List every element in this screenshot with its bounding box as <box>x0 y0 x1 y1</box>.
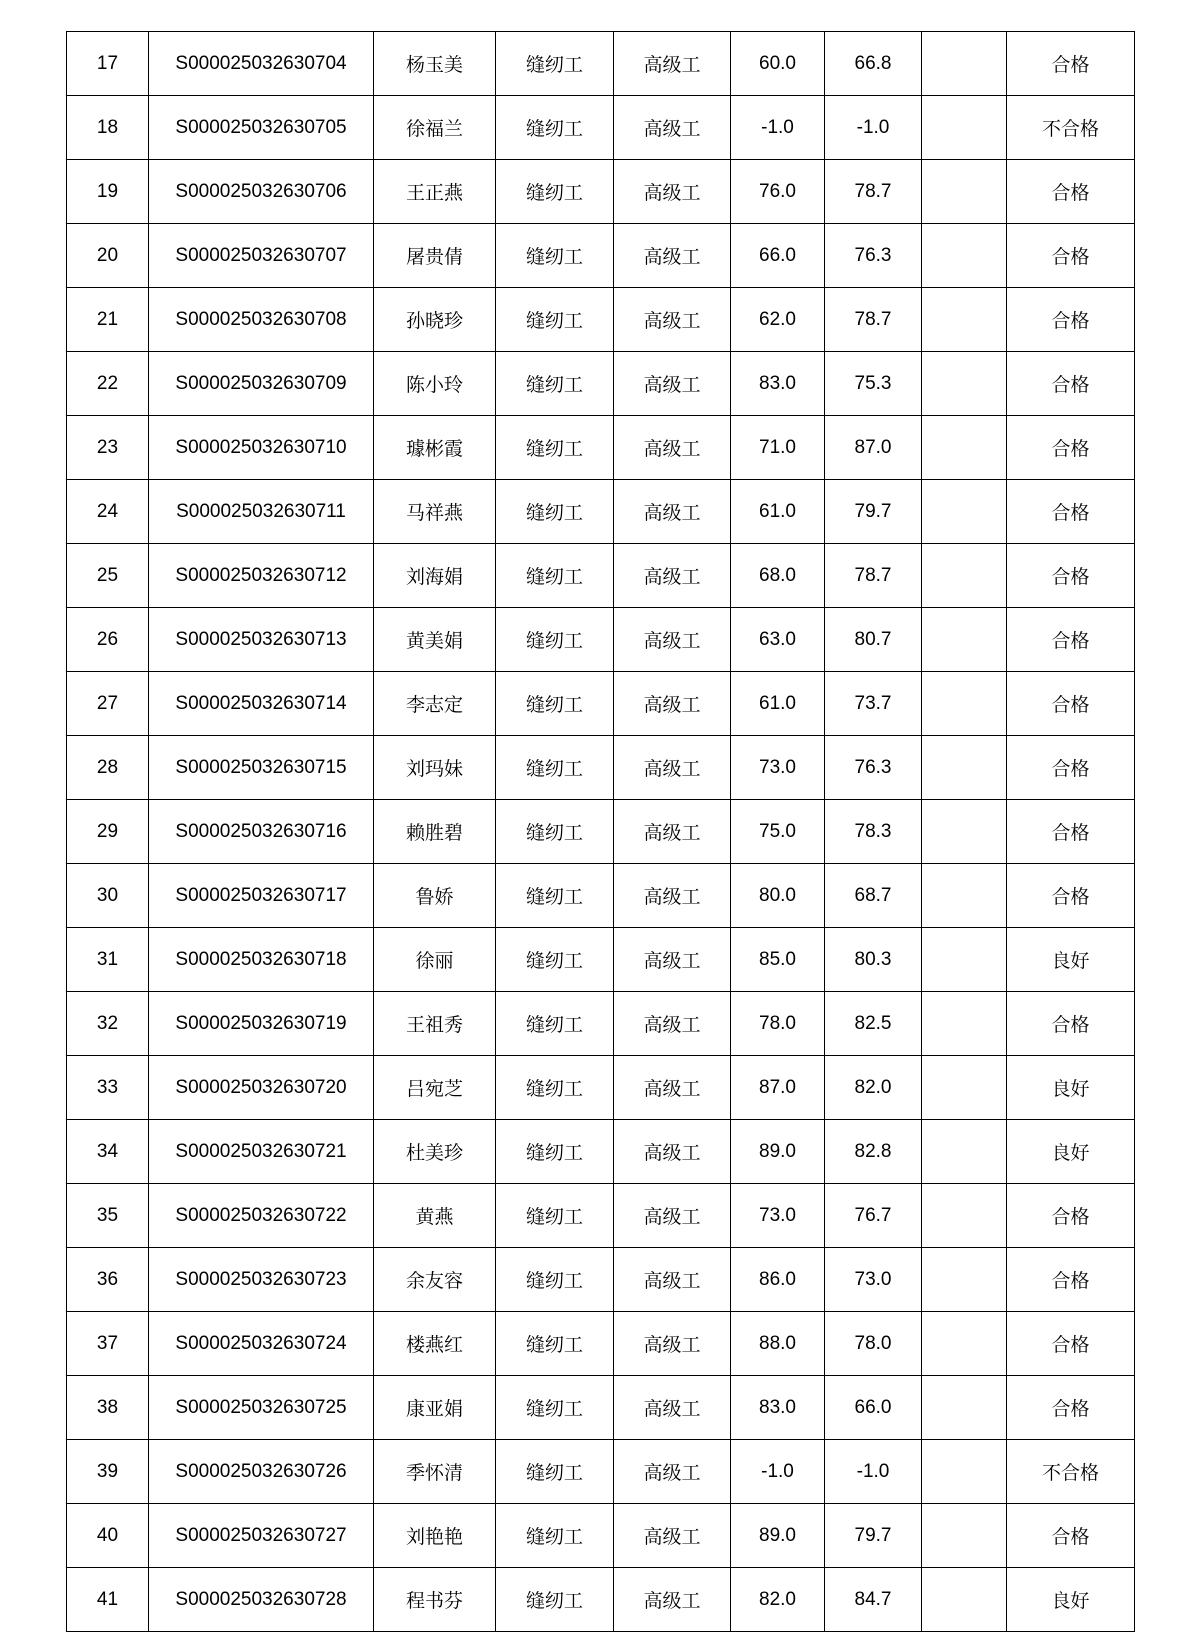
cell-name: 屠贵倩 <box>374 224 496 288</box>
cell-seq-no: 35 <box>67 1184 149 1248</box>
cell-level: 高级工 <box>614 1504 731 1568</box>
cell-name: 璩彬霞 <box>374 416 496 480</box>
cell-candidate-id: S000025032630714 <box>149 672 374 736</box>
cell-empty <box>922 1248 1007 1312</box>
cell-result: 合格 <box>1007 672 1135 736</box>
cell-practice-score: 79.7 <box>825 480 922 544</box>
cell-practice-score: 78.7 <box>825 544 922 608</box>
cell-practice-score: 82.5 <box>825 992 922 1056</box>
table-row <box>67 1312 1135 1376</box>
cell-empty <box>922 416 1007 480</box>
cell-candidate-id: S000025032630704 <box>149 32 374 96</box>
cell-name: 杜美珍 <box>374 1120 496 1184</box>
cell-occupation: 缝纫工 <box>496 1504 614 1568</box>
cell-practice-score: 78.7 <box>825 288 922 352</box>
cell-seq-no: 38 <box>67 1376 149 1440</box>
cell-seq-no: 18 <box>67 96 149 160</box>
cell-candidate-id: S000025032630726 <box>149 1440 374 1504</box>
cell-level: 高级工 <box>614 224 731 288</box>
cell-seq-no: 20 <box>67 224 149 288</box>
cell-seq-no: 27 <box>67 672 149 736</box>
cell-seq-no: 36 <box>67 1248 149 1312</box>
cell-name: 杨玉美 <box>374 32 496 96</box>
cell-level: 高级工 <box>614 288 731 352</box>
cell-empty <box>922 928 1007 992</box>
cell-occupation: 缝纫工 <box>496 1120 614 1184</box>
cell-candidate-id: S000025032630715 <box>149 736 374 800</box>
cell-level: 高级工 <box>614 608 731 672</box>
cell-level: 高级工 <box>614 928 731 992</box>
cell-occupation: 缝纫工 <box>496 352 614 416</box>
table-row <box>67 416 1135 480</box>
cell-seq-no: 28 <box>67 736 149 800</box>
cell-practice-score: 76.3 <box>825 736 922 800</box>
cell-name: 李志定 <box>374 672 496 736</box>
cell-result: 合格 <box>1007 416 1135 480</box>
cell-candidate-id: S000025032630727 <box>149 1504 374 1568</box>
cell-candidate-id: S000025032630716 <box>149 800 374 864</box>
cell-result: 良好 <box>1007 1568 1135 1632</box>
cell-occupation: 缝纫工 <box>496 736 614 800</box>
cell-level: 高级工 <box>614 480 731 544</box>
cell-level: 高级工 <box>614 1568 731 1632</box>
cell-theory-score: 66.0 <box>731 224 825 288</box>
cell-occupation: 缝纫工 <box>496 480 614 544</box>
cell-name: 楼燕红 <box>374 1312 496 1376</box>
cell-practice-score: 78.0 <box>825 1312 922 1376</box>
cell-level: 高级工 <box>614 1248 731 1312</box>
cell-name: 刘玛妹 <box>374 736 496 800</box>
cell-name: 徐丽 <box>374 928 496 992</box>
cell-practice-score: -1.0 <box>825 1440 922 1504</box>
table-row <box>67 1440 1135 1504</box>
cell-seq-no: 23 <box>67 416 149 480</box>
cell-empty <box>922 1568 1007 1632</box>
cell-practice-score: 80.7 <box>825 608 922 672</box>
cell-candidate-id: S000025032630710 <box>149 416 374 480</box>
cell-occupation: 缝纫工 <box>496 672 614 736</box>
cell-level: 高级工 <box>614 96 731 160</box>
cell-result: 合格 <box>1007 480 1135 544</box>
cell-candidate-id: S000025032630724 <box>149 1312 374 1376</box>
cell-candidate-id: S000025032630722 <box>149 1184 374 1248</box>
cell-theory-score: 71.0 <box>731 416 825 480</box>
cell-occupation: 缝纫工 <box>496 96 614 160</box>
cell-seq-no: 39 <box>67 1440 149 1504</box>
table-row <box>67 96 1135 160</box>
cell-theory-score: -1.0 <box>731 1440 825 1504</box>
cell-seq-no: 33 <box>67 1056 149 1120</box>
cell-empty <box>922 352 1007 416</box>
cell-level: 高级工 <box>614 352 731 416</box>
cell-theory-score: 61.0 <box>731 480 825 544</box>
cell-result: 合格 <box>1007 32 1135 96</box>
cell-seq-no: 32 <box>67 992 149 1056</box>
cell-name: 马祥燕 <box>374 480 496 544</box>
cell-empty <box>922 96 1007 160</box>
cell-candidate-id: S000025032630728 <box>149 1568 374 1632</box>
cell-candidate-id: S000025032630711 <box>149 480 374 544</box>
cell-empty <box>922 160 1007 224</box>
cell-candidate-id: S000025032630706 <box>149 160 374 224</box>
cell-occupation: 缝纫工 <box>496 416 614 480</box>
cell-theory-score: 75.0 <box>731 800 825 864</box>
cell-theory-score: 83.0 <box>731 1376 825 1440</box>
table-row <box>67 736 1135 800</box>
cell-level: 高级工 <box>614 736 731 800</box>
cell-practice-score: 76.7 <box>825 1184 922 1248</box>
cell-occupation: 缝纫工 <box>496 1440 614 1504</box>
cell-name: 赖胜碧 <box>374 800 496 864</box>
cell-occupation: 缝纫工 <box>496 1056 614 1120</box>
cell-result: 合格 <box>1007 160 1135 224</box>
table-row <box>67 1504 1135 1568</box>
cell-seq-no: 22 <box>67 352 149 416</box>
cell-occupation: 缝纫工 <box>496 32 614 96</box>
cell-name: 余友容 <box>374 1248 496 1312</box>
cell-theory-score: 68.0 <box>731 544 825 608</box>
cell-empty <box>922 672 1007 736</box>
cell-theory-score: 88.0 <box>731 1312 825 1376</box>
table-row <box>67 32 1135 96</box>
cell-candidate-id: S000025032630705 <box>149 96 374 160</box>
table-row <box>67 288 1135 352</box>
cell-name: 王祖秀 <box>374 992 496 1056</box>
cell-practice-score: 68.7 <box>825 864 922 928</box>
cell-empty <box>922 1504 1007 1568</box>
cell-empty <box>922 1440 1007 1504</box>
cell-seq-no: 37 <box>67 1312 149 1376</box>
table-row <box>67 1376 1135 1440</box>
cell-practice-score: 66.0 <box>825 1376 922 1440</box>
cell-level: 高级工 <box>614 672 731 736</box>
cell-seq-no: 31 <box>67 928 149 992</box>
cell-result: 合格 <box>1007 992 1135 1056</box>
cell-theory-score: 85.0 <box>731 928 825 992</box>
cell-level: 高级工 <box>614 1376 731 1440</box>
cell-name: 季怀清 <box>374 1440 496 1504</box>
cell-empty <box>922 864 1007 928</box>
cell-candidate-id: S000025032630708 <box>149 288 374 352</box>
cell-occupation: 缝纫工 <box>496 864 614 928</box>
cell-name: 黄燕 <box>374 1184 496 1248</box>
cell-result: 合格 <box>1007 1184 1135 1248</box>
cell-practice-score: 87.0 <box>825 416 922 480</box>
cell-result: 合格 <box>1007 608 1135 672</box>
cell-result: 合格 <box>1007 736 1135 800</box>
cell-result: 合格 <box>1007 288 1135 352</box>
cell-candidate-id: S000025032630721 <box>149 1120 374 1184</box>
cell-practice-score: 84.7 <box>825 1568 922 1632</box>
cell-occupation: 缝纫工 <box>496 1312 614 1376</box>
cell-level: 高级工 <box>614 1056 731 1120</box>
cell-occupation: 缝纫工 <box>496 160 614 224</box>
cell-occupation: 缝纫工 <box>496 800 614 864</box>
cell-theory-score: 73.0 <box>731 736 825 800</box>
table-row <box>67 672 1135 736</box>
cell-practice-score: 76.3 <box>825 224 922 288</box>
cell-occupation: 缝纫工 <box>496 992 614 1056</box>
cell-practice-score: 66.8 <box>825 32 922 96</box>
table-row <box>67 1248 1135 1312</box>
cell-practice-score: 78.7 <box>825 160 922 224</box>
cell-seq-no: 21 <box>67 288 149 352</box>
cell-result: 不合格 <box>1007 1440 1135 1504</box>
cell-seq-no: 19 <box>67 160 149 224</box>
cell-result: 合格 <box>1007 544 1135 608</box>
cell-empty <box>922 1120 1007 1184</box>
cell-level: 高级工 <box>614 864 731 928</box>
table-row <box>67 992 1135 1056</box>
cell-result: 不合格 <box>1007 96 1135 160</box>
cell-result: 合格 <box>1007 864 1135 928</box>
cell-candidate-id: S000025032630709 <box>149 352 374 416</box>
cell-empty <box>922 1376 1007 1440</box>
cell-result: 良好 <box>1007 1120 1135 1184</box>
cell-candidate-id: S000025032630719 <box>149 992 374 1056</box>
cell-result: 合格 <box>1007 1504 1135 1568</box>
cell-practice-score: 82.0 <box>825 1056 922 1120</box>
table-row <box>67 928 1135 992</box>
cell-theory-score: 89.0 <box>731 1504 825 1568</box>
cell-level: 高级工 <box>614 1440 731 1504</box>
cell-empty <box>922 288 1007 352</box>
cell-level: 高级工 <box>614 1120 731 1184</box>
results-table-body <box>67 32 1135 1632</box>
cell-level: 高级工 <box>614 992 731 1056</box>
cell-result: 良好 <box>1007 1056 1135 1120</box>
cell-occupation: 缝纫工 <box>496 544 614 608</box>
cell-name: 刘海娟 <box>374 544 496 608</box>
cell-name: 黄美娟 <box>374 608 496 672</box>
cell-theory-score: 89.0 <box>731 1120 825 1184</box>
table-row <box>67 160 1135 224</box>
cell-theory-score: 60.0 <box>731 32 825 96</box>
cell-seq-no: 30 <box>67 864 149 928</box>
cell-result: 良好 <box>1007 928 1135 992</box>
table-row <box>67 1184 1135 1248</box>
cell-level: 高级工 <box>614 1184 731 1248</box>
cell-name: 吕宛芝 <box>374 1056 496 1120</box>
cell-occupation: 缝纫工 <box>496 928 614 992</box>
cell-theory-score: -1.0 <box>731 96 825 160</box>
table-row <box>67 544 1135 608</box>
cell-practice-score: 80.3 <box>825 928 922 992</box>
cell-seq-no: 24 <box>67 480 149 544</box>
cell-level: 高级工 <box>614 544 731 608</box>
cell-candidate-id: S000025032630720 <box>149 1056 374 1120</box>
cell-practice-score: 73.0 <box>825 1248 922 1312</box>
cell-candidate-id: S000025032630717 <box>149 864 374 928</box>
cell-name: 程书芬 <box>374 1568 496 1632</box>
cell-theory-score: 63.0 <box>731 608 825 672</box>
cell-candidate-id: S000025032630713 <box>149 608 374 672</box>
cell-level: 高级工 <box>614 416 731 480</box>
cell-occupation: 缝纫工 <box>496 224 614 288</box>
cell-seq-no: 25 <box>67 544 149 608</box>
cell-theory-score: 83.0 <box>731 352 825 416</box>
cell-name: 孙晓珍 <box>374 288 496 352</box>
cell-theory-score: 86.0 <box>731 1248 825 1312</box>
table-row <box>67 224 1135 288</box>
cell-seq-no: 41 <box>67 1568 149 1632</box>
cell-theory-score: 76.0 <box>731 160 825 224</box>
cell-empty <box>922 1184 1007 1248</box>
cell-empty <box>922 224 1007 288</box>
cell-name: 陈小玲 <box>374 352 496 416</box>
table-row <box>67 1120 1135 1184</box>
cell-theory-score: 73.0 <box>731 1184 825 1248</box>
cell-result: 合格 <box>1007 1312 1135 1376</box>
cell-occupation: 缝纫工 <box>496 1568 614 1632</box>
cell-name: 鲁娇 <box>374 864 496 928</box>
cell-candidate-id: S000025032630718 <box>149 928 374 992</box>
cell-occupation: 缝纫工 <box>496 1376 614 1440</box>
cell-theory-score: 87.0 <box>731 1056 825 1120</box>
cell-seq-no: 17 <box>67 32 149 96</box>
results-table <box>66 31 1135 1632</box>
table-row <box>67 864 1135 928</box>
cell-empty <box>922 608 1007 672</box>
cell-candidate-id: S000025032630707 <box>149 224 374 288</box>
cell-practice-score: 75.3 <box>825 352 922 416</box>
cell-empty <box>922 1312 1007 1376</box>
cell-name: 康亚娟 <box>374 1376 496 1440</box>
cell-result: 合格 <box>1007 1376 1135 1440</box>
cell-seq-no: 40 <box>67 1504 149 1568</box>
cell-empty <box>922 544 1007 608</box>
table-row <box>67 1056 1135 1120</box>
cell-empty <box>922 736 1007 800</box>
cell-level: 高级工 <box>614 800 731 864</box>
table-row <box>67 1568 1135 1632</box>
cell-candidate-id: S000025032630723 <box>149 1248 374 1312</box>
cell-practice-score: 79.7 <box>825 1504 922 1568</box>
cell-empty <box>922 32 1007 96</box>
cell-candidate-id: S000025032630725 <box>149 1376 374 1440</box>
cell-empty <box>922 800 1007 864</box>
cell-level: 高级工 <box>614 32 731 96</box>
cell-empty <box>922 480 1007 544</box>
cell-name: 徐福兰 <box>374 96 496 160</box>
cell-name: 刘艳艳 <box>374 1504 496 1568</box>
cell-empty <box>922 992 1007 1056</box>
cell-practice-score: 82.8 <box>825 1120 922 1184</box>
cell-result: 合格 <box>1007 800 1135 864</box>
cell-theory-score: 80.0 <box>731 864 825 928</box>
cell-name: 王正燕 <box>374 160 496 224</box>
cell-practice-score: 73.7 <box>825 672 922 736</box>
table-row <box>67 608 1135 672</box>
cell-theory-score: 62.0 <box>731 288 825 352</box>
cell-practice-score: -1.0 <box>825 96 922 160</box>
cell-seq-no: 26 <box>67 608 149 672</box>
cell-occupation: 缝纫工 <box>496 1184 614 1248</box>
cell-occupation: 缝纫工 <box>496 608 614 672</box>
cell-seq-no: 29 <box>67 800 149 864</box>
cell-theory-score: 61.0 <box>731 672 825 736</box>
cell-theory-score: 78.0 <box>731 992 825 1056</box>
cell-result: 合格 <box>1007 1248 1135 1312</box>
cell-level: 高级工 <box>614 160 731 224</box>
cell-candidate-id: S000025032630712 <box>149 544 374 608</box>
cell-seq-no: 34 <box>67 1120 149 1184</box>
table-row <box>67 800 1135 864</box>
cell-result: 合格 <box>1007 352 1135 416</box>
table-row <box>67 352 1135 416</box>
cell-practice-score: 78.3 <box>825 800 922 864</box>
cell-theory-score: 82.0 <box>731 1568 825 1632</box>
cell-result: 合格 <box>1007 224 1135 288</box>
cell-occupation: 缝纫工 <box>496 288 614 352</box>
cell-level: 高级工 <box>614 1312 731 1376</box>
cell-occupation: 缝纫工 <box>496 1248 614 1312</box>
cell-empty <box>922 1056 1007 1120</box>
table-row <box>67 480 1135 544</box>
